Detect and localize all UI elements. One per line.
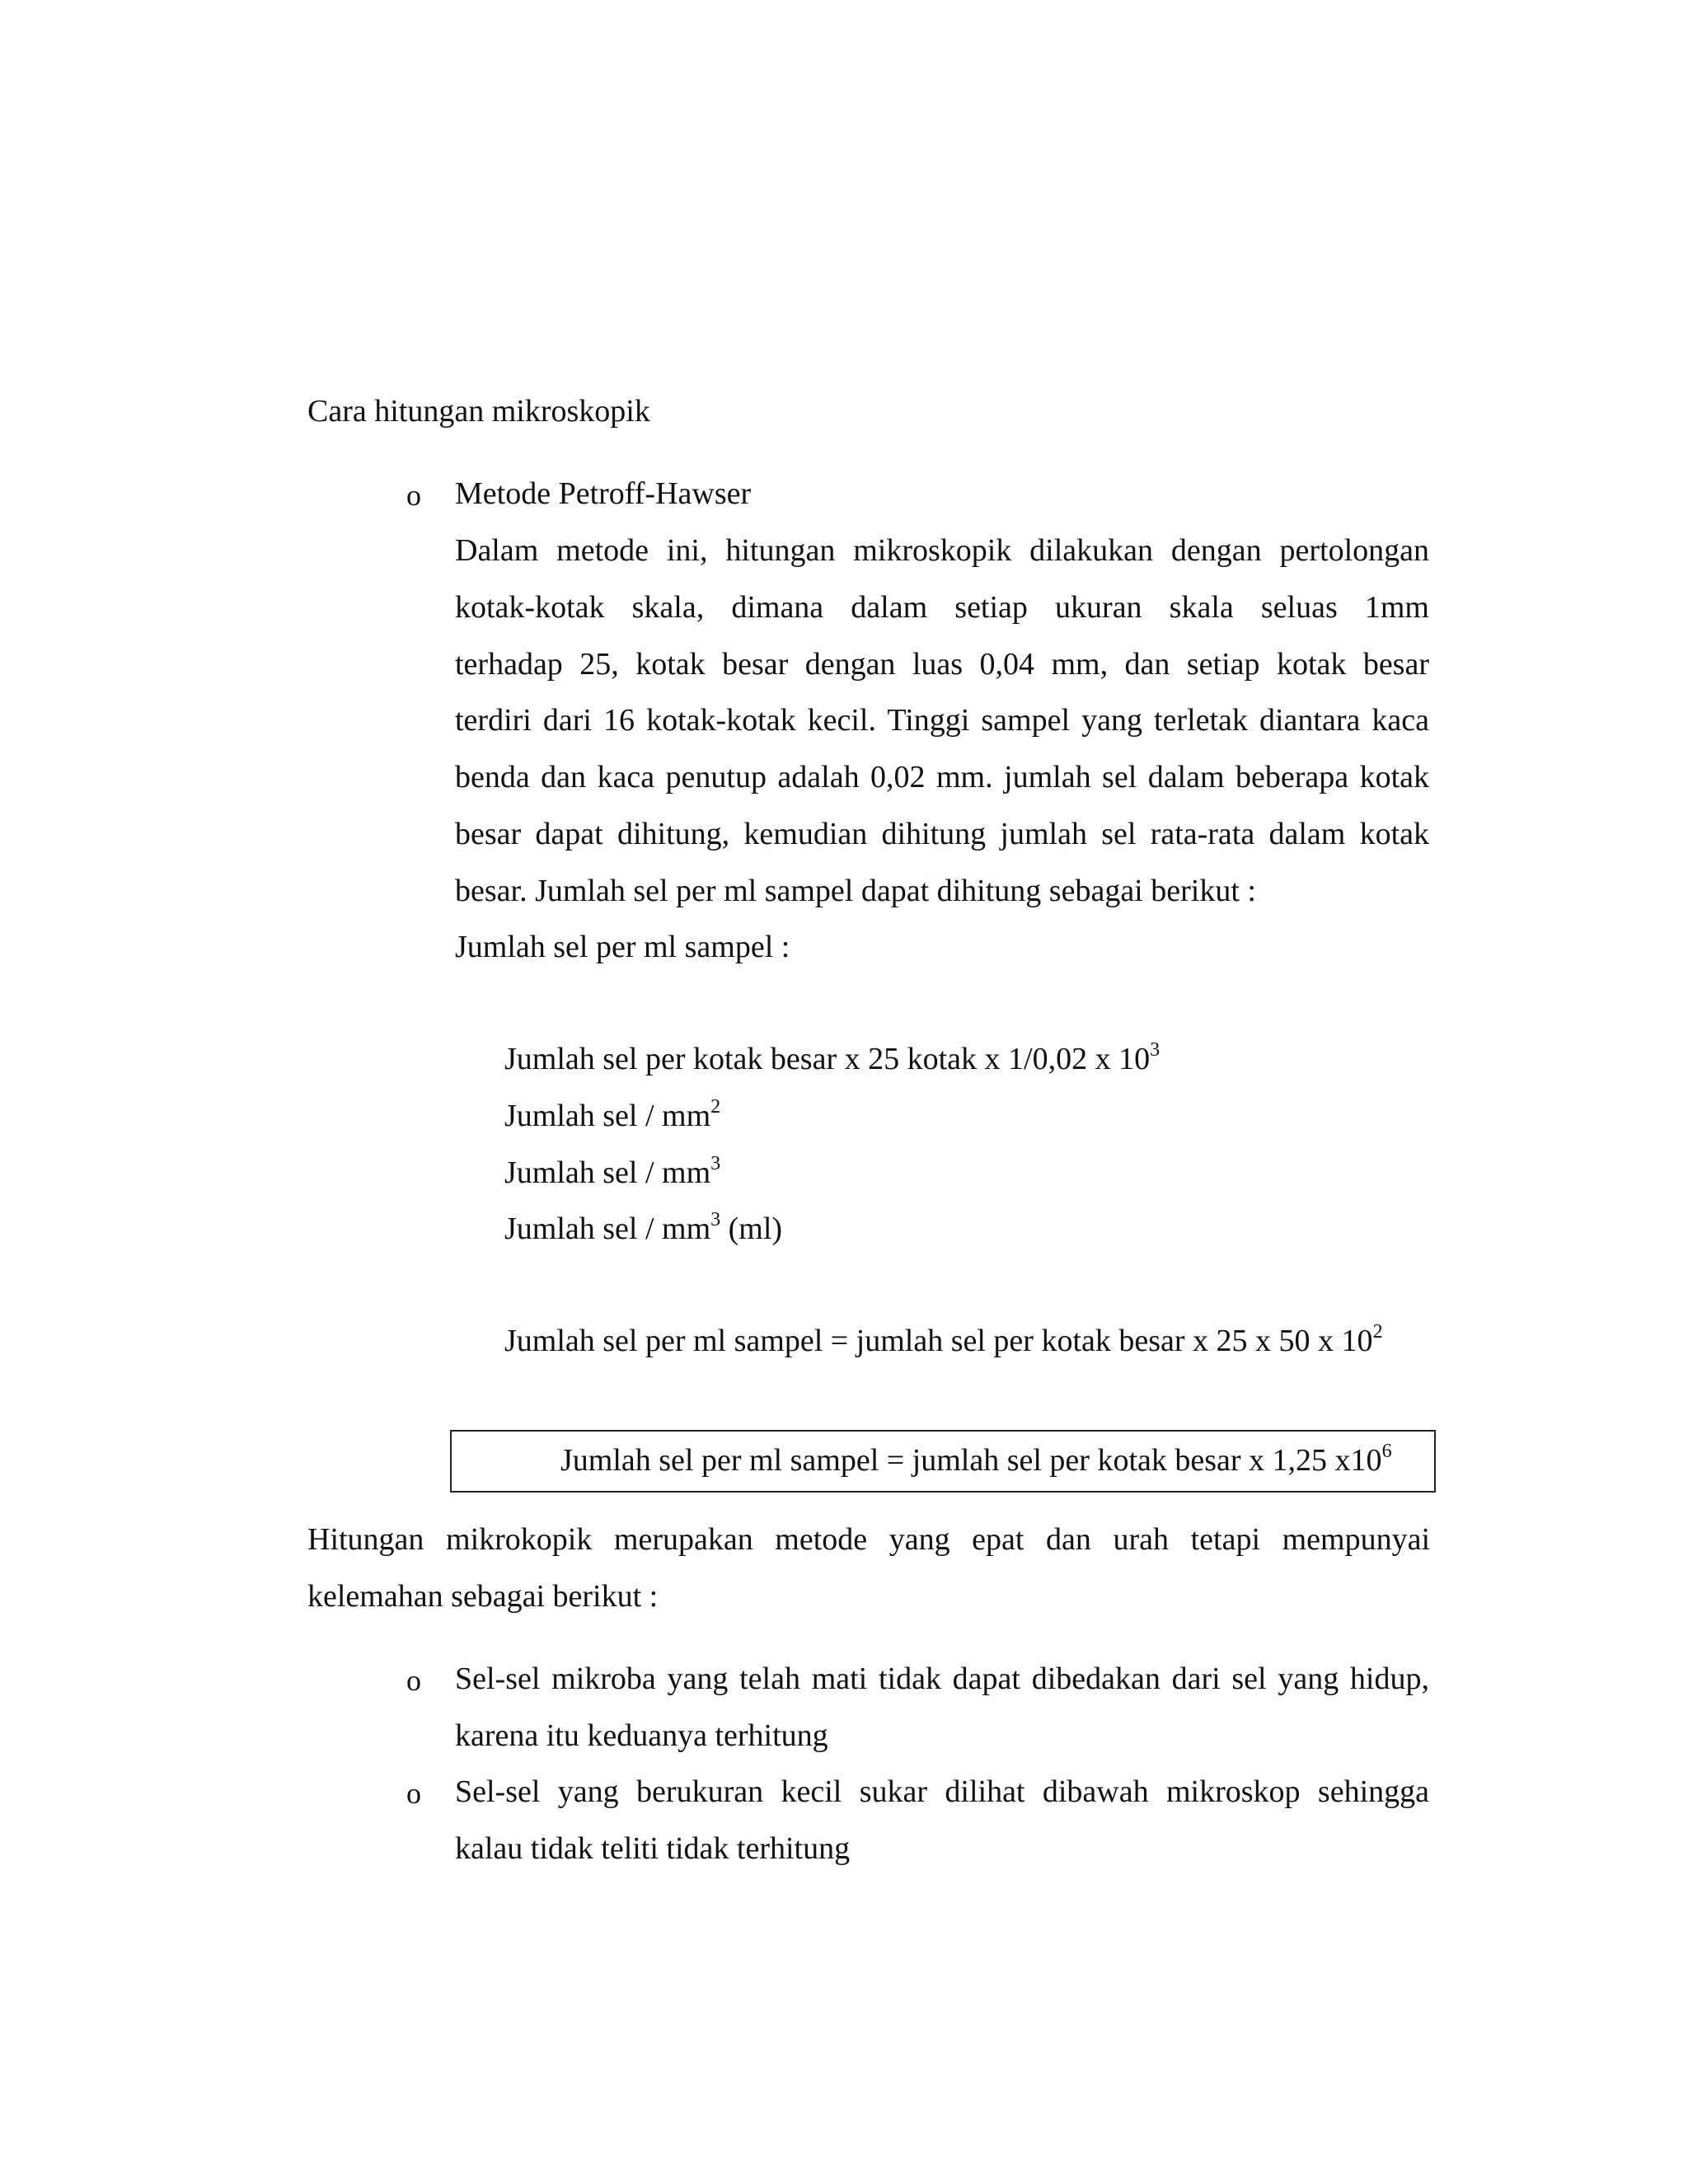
list-item-line: karena itu keduanya terhitung [455, 1718, 828, 1753]
formula-text: Jumlah sel per ml sampel = jumlah sel per kotak besar x 25 x 50 x 10 [504, 1324, 1373, 1358]
formula-exponent: 3 [710, 1209, 721, 1230]
method-title: Metode Petroff-Hawser [455, 476, 752, 511]
paragraph-line: kotak-kotak skala, dimana dalam setiap ukuran skala seluas 1mm [455, 590, 1429, 625]
summary-line: Hitungan mikrokopik merupakan metode yang epat dan urah tetapi mempunyai [307, 1522, 1430, 1557]
paragraph-line: Dalam metode ini, hitungan mikroskopik dilakukan dengan pertolongan [455, 533, 1429, 568]
summary-line: kelemahan sebagai berikut : [307, 1579, 659, 1614]
paragraph-line: benda dan kaca penutup adalah 0,02 mm. jumlah sel dalam beberapa kotak [455, 760, 1429, 794]
formula-exponent: 6 [1381, 1441, 1392, 1462]
bullet-icon: o [406, 1664, 421, 1697]
bullet-icon: o [406, 1777, 421, 1810]
formula-exponent: 3 [1150, 1039, 1160, 1061]
formula-line [504, 1210, 782, 1248]
formula-line [504, 1322, 1383, 1360]
formula-suffix: (ml) [720, 1212, 783, 1246]
list-item-line: kalau tidak teliti tidak terhitung [455, 1831, 851, 1866]
formula-line [504, 1097, 720, 1135]
formula-text: Jumlah sel per kotak besar x 25 kotak x 1/0,02 x 10 [504, 1042, 1151, 1076]
paragraph-line: terdiri dari 16 kotak-kotak kecil. Tinggi sampel yang terletak diantara kaca [455, 703, 1429, 738]
section-heading: Cara hitungan mikroskopik [307, 394, 650, 429]
formula-line [504, 1154, 720, 1192]
bullet-icon: o [406, 479, 421, 512]
formula-text: Jumlah sel / mm [504, 1212, 711, 1246]
formula-intro: Jumlah sel per ml sampel : [455, 930, 790, 964]
paragraph-line: terhadap 25, kotak besar dengan luas 0,04 mm, dan setiap kotak besar [455, 647, 1429, 682]
formula-text: Jumlah sel per ml sampel = jumlah sel per kotak besar x 1,25 x10 [560, 1443, 1382, 1478]
paragraph-line: besar dapat dihitung, kemudian dihitung jumlah sel rata-rata dalam kotak [455, 817, 1429, 851]
formula-exponent: 2 [1372, 1321, 1383, 1343]
formula-exponent: 2 [710, 1096, 721, 1118]
list-item-line: Sel-sel yang berukuran kecil sukar dilihat dibawah mikroskop sehingga [455, 1774, 1429, 1809]
formula-line [504, 1040, 1160, 1078]
list-item-line: Sel-sel mikroba yang telah mati tidak dapat dibedakan dari sel yang hidup, [455, 1661, 1429, 1696]
formula-text: Jumlah sel / mm [504, 1099, 711, 1133]
boxed-formula-line [560, 1441, 1392, 1479]
formula-exponent: 3 [710, 1153, 721, 1174]
formula-text: Jumlah sel / mm [504, 1155, 711, 1190]
paragraph-line: besar. Jumlah sel per ml sampel dapat dihitung sebagai berikut : [455, 874, 1256, 908]
